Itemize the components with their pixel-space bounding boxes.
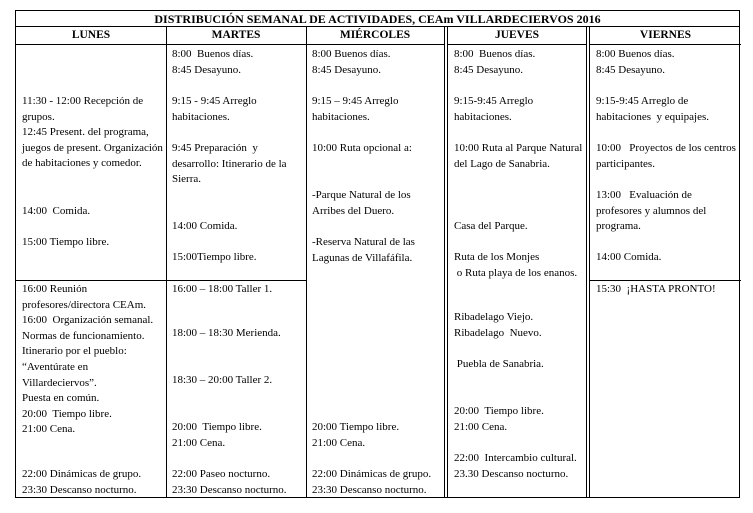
column-lunes — [16, 27, 166, 497]
divider — [166, 280, 306, 281]
column-viernes — [590, 27, 741, 497]
column-jueves — [448, 27, 586, 497]
day-header-viernes: VIERNES — [590, 27, 741, 45]
entry-martes-snack: 18:00 – 18:30 Merienda. — [172, 327, 281, 339]
entry-viernes-projects: 10:00 Proyectos de los centros participantes. — [596, 142, 739, 170]
column-martes — [166, 27, 306, 497]
entry-miercoles-option-villafafila: -Reserva Natural de las Lagunas de Villafáfila. — [312, 236, 418, 264]
entry-miercoles-night: 22:00 Dinámicas de grupo. 23:30 Descanso nocturno. — [312, 468, 432, 496]
entry-jueves-park-house: Casa del Parque. — [454, 220, 528, 232]
entry-lunes-free-time: 15:00 Tiempo libre. — [22, 236, 110, 248]
entry-lunes-lunch: 14:00 Comida. — [22, 205, 91, 217]
entry-viernes-evaluation: 13:00 Evaluación de profesores y alumnos del programa. — [596, 189, 710, 233]
entry-martes-itinerary: 9:45 Preparación y desarrollo: Itinerario de la Sierra. — [172, 142, 290, 186]
divider — [590, 280, 741, 281]
entry-miercoles-morning: 8:00 Buenos días. 8:45 Desayuno. — [312, 48, 391, 76]
entry-miercoles-option-arribes: -Parque Natural de los Arribes del Duero. — [312, 189, 413, 217]
entry-lunes-afternoon: 16:00 Reunión profesores/directora CEAm. 16:00 Organización semanal. Normas de funcionamiento. Itinerario por el pueblo: “Aventúrate en Villardeciervos”. Puesta en común. 20:00 Tiempo libre. 21:00 Cena. — [22, 283, 154, 436]
entry-miercoles-rooms: 9:15 – 9:45 Arreglo habitaciones. — [312, 95, 402, 123]
schedule-table — [15, 10, 740, 498]
entry-lunes-night: 22:00 Dinámicas de grupo. 23:30 Descanso nocturno. — [22, 468, 142, 496]
entry-jueves-route: 10:00 Ruta al Parque Natural del Lago de Sanabria. — [454, 142, 586, 170]
entry-jueves-ribadelago: Ribadelago Viejo. Ribadelago Nuevo. — [454, 311, 542, 339]
entry-viernes-farewell: 15:30 ¡HASTA PRONTO! — [596, 283, 716, 295]
entry-lunes-reception: 11:30 - 12:00 Recepción de grupos. 12:45 Present. del programa, juegos de present. Organización de habitaciones y comedor. — [22, 95, 163, 170]
day-header-lunes: LUNES — [16, 27, 166, 45]
entry-martes-morning: 8:00 Buenos días. 8:45 Desayuno. — [172, 48, 254, 76]
entry-jueves-night: 22:00 Intercambio cultural. 23.30 Descanso nocturno. — [454, 452, 577, 480]
entry-jueves-morning: 8:00 Buenos días. 8:45 Desayuno. — [454, 48, 536, 76]
entry-viernes-rooms: 9:15-9:45 Arreglo de habitaciones y equipajes. — [596, 95, 710, 123]
entry-viernes-morning: 8:00 Buenos días. 8:45 Desayuno. — [596, 48, 675, 76]
entry-martes-rooms: 9:15 - 9:45 Arreglo habitaciones. — [172, 95, 260, 123]
entry-martes-night: 22:00 Paseo nocturno. 23:30 Descanso nocturno. — [172, 468, 287, 496]
entry-jueves-puebla: Puebla de Sanabria. — [454, 358, 544, 370]
entry-jueves-evening: 20:00 Tiempo libre. 21:00 Cena. — [454, 405, 544, 433]
divider — [16, 280, 166, 281]
day-header-martes: MARTES — [166, 27, 306, 45]
entry-jueves-monks-route: Ruta de los Monjes o Ruta playa de los enanos. — [454, 251, 578, 279]
entry-miercoles-route: 10:00 Ruta opcional a: — [312, 142, 412, 154]
entry-martes-lunch: 14:00 Comida. — [172, 220, 238, 232]
entry-martes-workshop-2: 18:30 – 20:00 Taller 2. — [172, 374, 273, 386]
table-title: DISTRIBUCIÓN SEMANAL DE ACTIVIDADES, CEAm VILLARDECIERVOS 2016 — [16, 11, 739, 27]
entry-viernes-lunch: 14:00 Comida. — [596, 251, 662, 263]
entry-martes-free-time: 15:00Tiempo libre. — [172, 251, 257, 263]
entry-martes-workshop-1: 16:00 – 18:00 Taller 1. — [172, 283, 273, 295]
entry-martes-evening: 20:00 Tiempo libre. 21:00 Cena. — [172, 421, 262, 449]
day-header-miercoles: MIÉRCOLES — [306, 27, 444, 45]
day-header-jueves: JUEVES — [448, 27, 586, 45]
column-miercoles — [306, 27, 444, 497]
entry-miercoles-evening: 20:00 Tiempo libre. 21:00 Cena. — [312, 421, 400, 449]
entry-jueves-rooms: 9:15-9:45 Arreglo habitaciones. — [454, 95, 536, 123]
